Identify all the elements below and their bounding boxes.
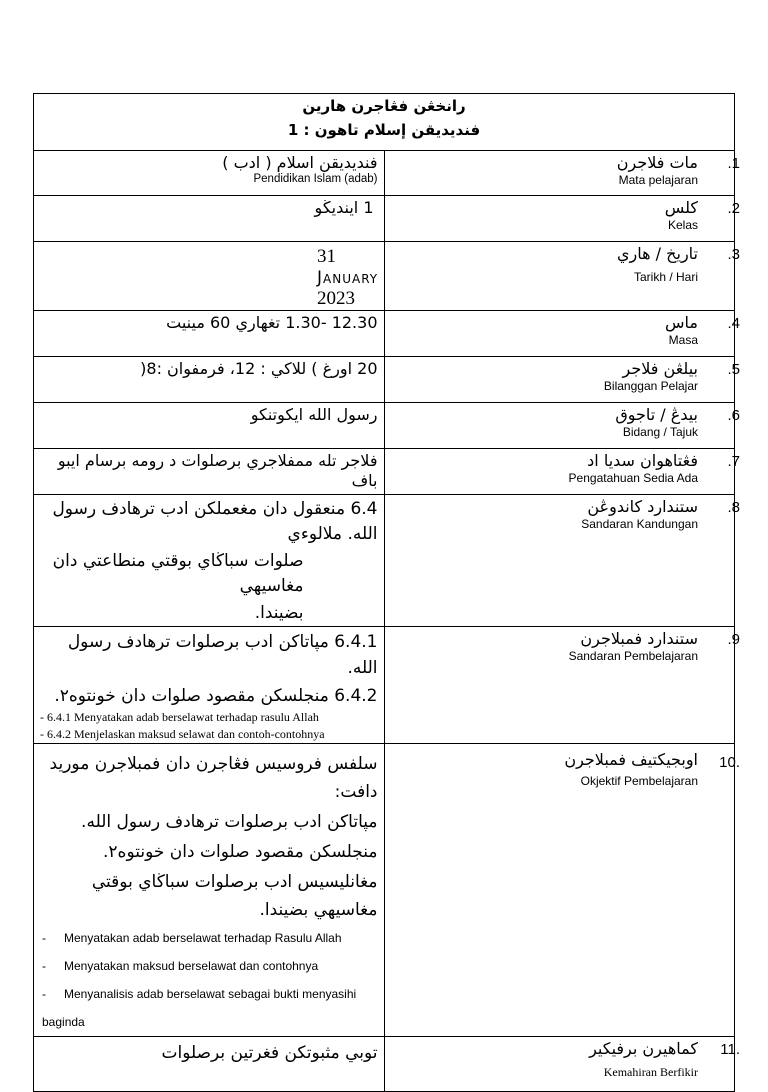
- label-latin: Kelas: [667, 218, 698, 232]
- label-arabic: ستندارد فمبلاجرن: [580, 629, 698, 648]
- value-arabic: رسول الله ايكوتنكو: [250, 405, 378, 424]
- list-item: - Menyatakan maksud berselawat dan contohnya: [42, 959, 319, 973]
- value-line: 6.4.2 منجلسكن مقصود صلوات دان خونتوه٢.: [54, 686, 378, 706]
- label-arabic: تاريخ / هاري: [617, 244, 698, 263]
- label-arabic: ستندارد کاندوڠن: [587, 497, 698, 516]
- value-arabic: 20 اورغ ) للاكي : 12، فرمفوان :8(: [140, 359, 378, 378]
- label-arabic: كماهيرن برفيکير: [589, 1039, 698, 1058]
- label-latin: Bilanggan Pelajar: [603, 379, 698, 393]
- row-number: .9: [727, 631, 740, 648]
- document-subtitle: فنديديقن إسلام تاهون : 1: [287, 121, 481, 139]
- label-latin: Pengatahuan Sedia Ada: [568, 471, 698, 485]
- label-arabic: كلس: [664, 198, 698, 217]
- list-item: - Menyanalisis adab berselawat sebagai bukti menyasihi baginda: [42, 987, 357, 1029]
- row-number: 11.: [720, 1041, 740, 1058]
- label-cell: [384, 151, 740, 196]
- table-row: [34, 449, 735, 495]
- date-value: [34, 242, 384, 310]
- list-item: - Menyatakan adab berselawat terhadap Rasulu Allah: [42, 931, 342, 945]
- value-line: صلوات سباڬاي بوقتي منطاعتي دان مغاسيهي: [52, 551, 304, 596]
- value-cell: [34, 311, 385, 357]
- value-note: - 6.4.2 Menjelaskan maksud selawat dan contoh-contohnya: [40, 727, 325, 741]
- label-latin: Sandaran Kandungan: [581, 517, 698, 531]
- table-row: [34, 357, 735, 403]
- value-cell: [34, 495, 385, 627]
- row-number: .4: [727, 315, 740, 332]
- label-arabic: مات فلاجرن: [616, 153, 698, 172]
- row-number: .6: [727, 407, 740, 424]
- table-row: [34, 242, 735, 311]
- table-row: [34, 311, 735, 357]
- label-arabic: بيدڠ / تاجوق: [615, 405, 698, 424]
- table-row: [34, 196, 735, 242]
- label-cell: [384, 196, 740, 242]
- table-row: [34, 1037, 735, 1092]
- value-cell: [34, 744, 385, 1037]
- label-cell: [384, 449, 740, 495]
- row-number: .8: [727, 499, 740, 516]
- label-cell: [384, 627, 740, 744]
- label-cell: [384, 1037, 740, 1092]
- date-month: January: [317, 268, 379, 288]
- value-note: - 6.4.1 Menyatakan adab berselawat terhadap rasulu Allah: [40, 710, 319, 724]
- value-line: سلفس فروسيس فڠاجرن دان فمبلاجرن موريد دافت:: [49, 754, 378, 802]
- table-row: [34, 627, 735, 744]
- value-line: مڽاتاكن ادب برصلوات ترهادف رسول الله.: [81, 812, 378, 832]
- label-arabic: اوبجيكتيف فمبلاجرن: [564, 750, 698, 769]
- value-cell: [34, 449, 385, 495]
- label-latin: Mata pelajaran: [618, 173, 698, 187]
- row-number: .2: [727, 200, 740, 217]
- bullet-text: Menyatakan adab berselawat terhadap Rasulu Allah: [64, 931, 342, 945]
- label-arabic: ماس: [665, 313, 698, 332]
- label-cell: [384, 403, 740, 449]
- label-latin: Sandaran Pembelajaran: [568, 649, 698, 663]
- row-number: .1: [727, 155, 740, 172]
- value-cell: [34, 403, 385, 449]
- value-cell: [34, 151, 385, 196]
- row-number: 10.: [719, 754, 740, 771]
- lesson-plan-document: [33, 93, 740, 1092]
- value-line: بضيندا.: [254, 603, 304, 623]
- row-number: .7: [727, 453, 740, 470]
- value-line: 6.4 منعقول دان مغعملكن ادب ترهادف رسول الله. ملالوءي: [52, 499, 378, 544]
- label-latin: Tarikh / Hari: [633, 270, 698, 284]
- label-cell: [384, 744, 740, 1037]
- label-cell: [384, 357, 740, 403]
- value-cell: [34, 627, 385, 744]
- table-row: [34, 151, 735, 196]
- value-line: منجلسكن مقصود صلوات دان خونتوه٢.: [103, 842, 378, 862]
- label-latin: Bidang / Tajuk: [622, 425, 698, 439]
- value-cell: [34, 1037, 385, 1092]
- value-line: 6.4.1 مڽاتاكن ادب برصلوات ترهادف رسول الله.: [67, 632, 378, 678]
- lesson-plan-table: [33, 93, 740, 1092]
- bullet-text: Menyatakan maksud berselawat dan contohnya: [64, 959, 319, 973]
- date-year: 2023: [317, 288, 355, 309]
- value-arabic: فنديديقن اسلام ( ادب ): [222, 153, 378, 172]
- label-cell: [384, 495, 740, 627]
- value-arabic: توبي مثبوتكن فغرتين برصلوات: [161, 1043, 378, 1063]
- document-title: رانخڠن فڠاجرن هارين: [302, 97, 466, 115]
- label-latin: Kemahiran Berfikir: [603, 1065, 698, 1079]
- value-cell: [34, 242, 385, 311]
- value-cell: [34, 196, 385, 242]
- value-arabic: 12.30 -1.30 تغهاري 60 مينيت: [166, 313, 378, 332]
- value-cell: [34, 357, 385, 403]
- row-number: .3: [727, 246, 740, 263]
- table-row: [34, 495, 735, 627]
- value-line: مغانليسيس ادب برصلوات سباڬاي بوقتي مغاسيهي بضيندا.: [91, 872, 378, 920]
- header-cell: [34, 94, 735, 151]
- label-cell: [384, 311, 740, 357]
- label-latin: Masa: [668, 333, 698, 347]
- row-number: .5: [727, 361, 740, 378]
- header-row: [34, 94, 735, 151]
- label-cell: [384, 242, 740, 311]
- value-arabic: فلاجر تله ممفلاجري برصلوات د رومه برسام ايبو باف: [57, 451, 378, 490]
- label-arabic: فڠتاهوان سديا اد: [587, 451, 698, 470]
- bullet-text: Menyanalisis adab berselawat sebagai bukti menyasihi baginda: [42, 987, 357, 1029]
- label-latin: Okjektif Pembelajaran: [580, 774, 698, 788]
- label-arabic: بيلڠن فلاجر: [622, 359, 698, 378]
- table-row: [34, 403, 735, 449]
- value-arabic: 1 ايندیڬو: [314, 198, 374, 217]
- date-day: 31: [317, 246, 336, 267]
- table-row: [34, 744, 735, 1037]
- value-latin: Pendidikan Islam (adab): [253, 173, 378, 185]
